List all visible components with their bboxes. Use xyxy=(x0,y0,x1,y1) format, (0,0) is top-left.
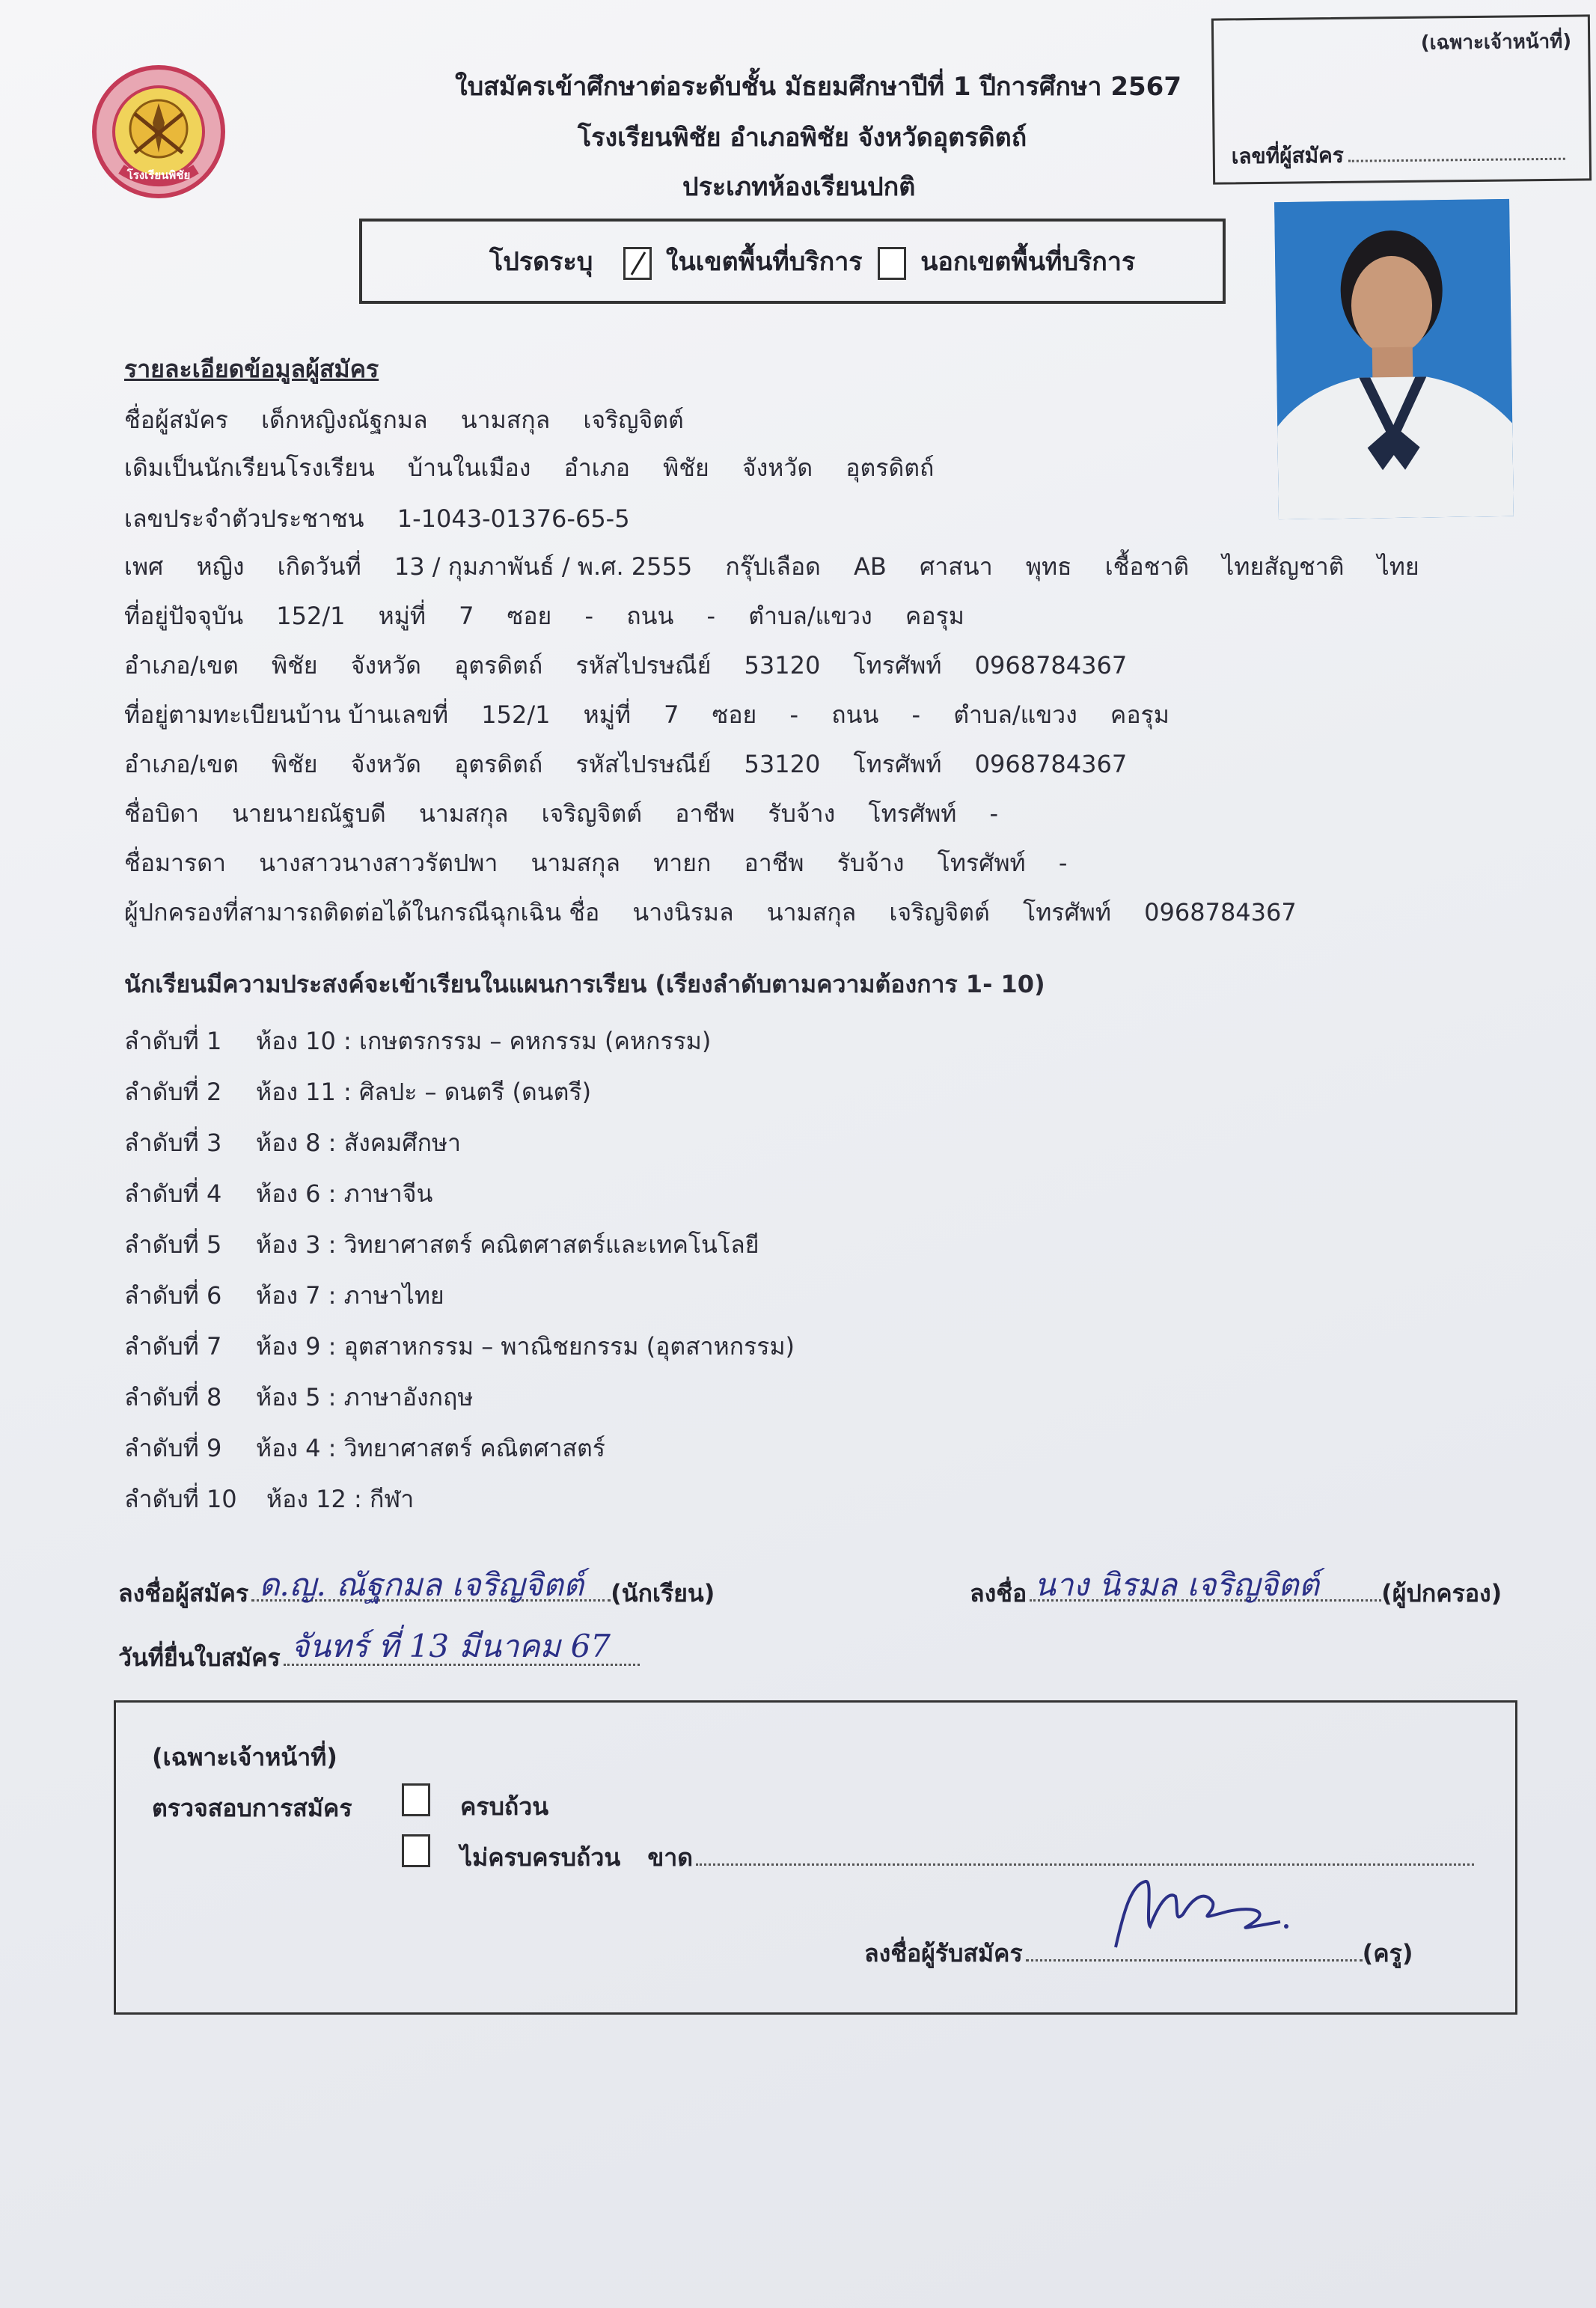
previous-school-label: เดิมเป็นนักเรียนโรงเรียน xyxy=(124,454,375,482)
road-label: ถนน xyxy=(831,700,879,729)
incomplete-checkbox[interactable] xyxy=(402,1834,430,1867)
mother-phone: - xyxy=(1058,849,1068,877)
district-label: อำเภอ xyxy=(563,454,630,482)
religion-label: ศาสนา xyxy=(920,552,993,581)
plan-rank: ลำดับที่ 3 xyxy=(124,1129,222,1157)
phone-label: โทรศัพท์ xyxy=(937,849,1026,877)
moo-label: หมู่ที่ xyxy=(378,602,426,630)
plan-item xyxy=(124,1379,820,1429)
religion: พุทธ xyxy=(1025,552,1072,581)
citizen-id-label: เลขประจำตัวประชาชน xyxy=(124,504,364,533)
ethnicity-nationality: ไทยสัญชาติ xyxy=(1222,552,1345,581)
subdistrict-label: ตำบล/แขวง xyxy=(748,602,872,630)
soi-label: ซอย xyxy=(507,602,552,630)
current-address-line xyxy=(124,597,990,635)
applicant-name-line xyxy=(124,401,709,439)
registered-address-line xyxy=(124,696,1195,734)
registered-moo: 7 xyxy=(664,700,679,729)
plan-rank: ลำดับที่ 5 xyxy=(124,1230,222,1259)
applicant-signature-line xyxy=(118,1566,715,1613)
plan-room: ห้อง 9 : อุตสาหกรรม – พาณิชยกรรม (อุตสาหกรรม) xyxy=(256,1332,795,1361)
plans-list xyxy=(124,1022,820,1531)
submission-date-line xyxy=(118,1628,640,1677)
plan-item xyxy=(124,1226,820,1277)
logo-caption: โรงเรียนพิชัย xyxy=(126,168,191,182)
ethnicity-label: เชื้อชาติ xyxy=(1104,552,1190,581)
plan-item xyxy=(124,1480,820,1531)
plan-item xyxy=(124,1328,820,1379)
plan-room: ห้อง 10 : เกษตรกรรม – คหกรรม (คหกรรม) xyxy=(256,1027,712,1055)
plan-room: ห้อง 3 : วิทยาศาสตร์ คณิตศาสตร์และเทคโนโลยี xyxy=(256,1230,759,1259)
plan-room: ห้อง 6 : ภาษาจีน xyxy=(256,1179,433,1208)
blood-group-label: กรุ๊ปเลือด xyxy=(725,552,821,581)
soi-label: ซอย xyxy=(712,700,757,729)
out-zone-label: นอกเขตพื้นที่บริการ xyxy=(920,247,1136,277)
plan-item xyxy=(124,1073,820,1124)
surname-label: นามสกุล xyxy=(531,849,620,877)
current-moo: 7 xyxy=(459,602,474,630)
current-road: - xyxy=(706,602,716,630)
missing-label: ขาด xyxy=(647,1843,694,1872)
dob-label: เกิดวันที่ xyxy=(277,552,361,581)
mother-line xyxy=(124,844,1092,882)
guardian-name: นางนิรมล xyxy=(632,898,734,926)
mother-surname: ทายก xyxy=(653,849,712,877)
school-name: โรงเรียนพิชัย อำเภอพิชัย จังหวัดอุตรดิตถ์ xyxy=(578,123,1027,153)
applicant-signature-label: ลงชื่อผู้สมัคร xyxy=(118,1579,249,1608)
registered-postcode: 53120 xyxy=(744,750,821,778)
plan-room: ห้อง 11 : ศิลปะ – ดนตรี (ดนตรี) xyxy=(256,1078,592,1106)
plan-rank: ลำดับที่ 4 xyxy=(124,1179,222,1208)
plan-rank: ลำดับที่ 1 xyxy=(124,1027,222,1055)
registered-soi: - xyxy=(789,700,799,729)
office-only-label: (เฉพาะเจ้าหน้าที่) xyxy=(1420,30,1572,55)
current-soi: - xyxy=(584,602,594,630)
surname-label: นามสกุล xyxy=(766,898,857,926)
citizen-id: 1-1043-01376-65-5 xyxy=(397,504,630,533)
plan-room: ห้อง 5 : ภาษาอังกฤษ xyxy=(256,1383,474,1411)
province-label: จังหวัด xyxy=(350,651,421,680)
mother-name: นางสาวนางสาวรัตปพา xyxy=(259,849,498,877)
school-logo xyxy=(91,64,226,199)
plan-rank: ลำดับที่ 8 xyxy=(124,1383,222,1411)
province-label: จังหวัด xyxy=(742,454,813,482)
plan-item xyxy=(124,1124,820,1175)
postcode-label: รหัสไปรษณีย์ xyxy=(575,750,712,778)
province-label: จังหวัด xyxy=(350,750,421,778)
applicant-signature-suffix: (นักเรียน) xyxy=(611,1579,715,1608)
applicant-name-label: ชื่อผู้สมัคร xyxy=(124,406,228,434)
current-district-line xyxy=(124,647,1152,685)
district-label: อำเภอ/เขต xyxy=(124,750,239,778)
moo-label: หมู่ที่ xyxy=(583,700,631,729)
blood-group: AB xyxy=(854,552,887,581)
plan-room: ห้อง 7 : ภาษาไทย xyxy=(256,1281,444,1310)
receiver-signature[interactable] xyxy=(1101,1869,1295,1952)
missing-field[interactable] xyxy=(696,1846,1474,1866)
previous-province: อุตรดิตถ์ xyxy=(846,454,935,482)
plan-room: ห้อง 4 : วิทยาศาสตร์ คณิตศาสตร์ xyxy=(256,1434,605,1462)
father-name: นายนายณัฐบดี xyxy=(232,799,386,828)
plan-room: ห้อง 12 : กีฬา xyxy=(266,1485,415,1513)
guardian-surname: เจริญจิตต์ xyxy=(889,898,990,926)
in-zone-checkbox[interactable] xyxy=(623,247,652,280)
zone-prompt: โปรดระบุ xyxy=(489,247,593,277)
father-line xyxy=(124,795,1024,833)
previous-school-line xyxy=(124,449,959,487)
current-subdistrict: คอรุม xyxy=(905,602,964,630)
guardian-signature[interactable]: นาง นิรมล เจริญจิตต์ xyxy=(1034,1566,1319,1603)
occupation-label: อาชีพ xyxy=(744,849,804,877)
current-address-label: ที่อยู่ปัจจุบัน xyxy=(124,602,244,630)
sex-label: เพศ xyxy=(124,552,164,581)
personal-info-line xyxy=(124,548,1445,586)
registered-district-line xyxy=(124,745,1152,784)
plan-rank: ลำดับที่ 7 xyxy=(124,1332,222,1361)
applicant-section-title: รายละเอียดข้อมูลผู้สมัคร xyxy=(124,355,379,383)
phone-label: โทรศัพท์ xyxy=(853,750,942,778)
father-label: ชื่อบิดา xyxy=(124,799,199,828)
guardian-line xyxy=(124,894,1322,932)
receiver-suffix: (ครู) xyxy=(1362,1939,1413,1967)
registered-province: อุตรดิตถ์ xyxy=(454,750,543,778)
previous-school: บ้านในเมือง xyxy=(407,454,531,482)
occupation-label: อาชีพ xyxy=(675,799,736,828)
submission-date-label: วันที่ยื่นใบสมัคร xyxy=(118,1643,281,1672)
form-title: ใบสมัครเข้าศึกษาต่อระดับชั้น มัธยมศึกษาปีที่ 1 ปีการศึกษา 2567 xyxy=(455,72,1181,102)
guardian-signature-line xyxy=(970,1566,1502,1613)
receiver-signature-label: ลงชื่อผู้รับสมัคร xyxy=(864,1939,1023,1967)
current-phone: 0968784367 xyxy=(974,651,1128,680)
plan-rank: ลำดับที่ 9 xyxy=(124,1434,222,1462)
plan-item xyxy=(124,1022,820,1073)
subdistrict-label: ตำบล/แขวง xyxy=(953,700,1077,729)
registered-district: พิชัย xyxy=(271,750,318,778)
guardian-signature-label: ลงชื่อ xyxy=(970,1579,1027,1608)
guardian-label: ผู้ปกครองที่สามารถติดต่อได้ในกรณีฉุกเฉิน ชื่อ xyxy=(124,898,600,926)
registered-address-label: ที่อยู่ตามทะเบียนบ้าน บ้านเลขที่ xyxy=(124,700,449,729)
father-surname: เจริญจิตต์ xyxy=(541,799,643,828)
previous-district: พิชัย xyxy=(663,454,709,482)
registered-house-no: 152/1 xyxy=(481,700,551,729)
submission-date[interactable]: จันทร์ ที่ 13 มีนาคม 67 xyxy=(290,1628,611,1664)
phone-label: โทรศัพท์ xyxy=(1023,898,1111,926)
plans-title: นักเรียนมีความประสงค์จะเข้าเรียนในแผนการเรียน (เรียงลำดับตามความต้องการ 1- 10) xyxy=(124,970,1045,998)
father-occupation: รับจ้าง xyxy=(768,799,836,828)
plan-item xyxy=(124,1175,820,1226)
plan-room: ห้อง 8 : สังคมศึกษา xyxy=(256,1129,461,1157)
registered-subdistrict: คอรุม xyxy=(1110,700,1170,729)
applicant-photo xyxy=(1274,199,1514,519)
road-label: ถนน xyxy=(626,602,674,630)
citizen-id-line xyxy=(124,500,655,538)
staff-box xyxy=(114,1700,1517,2015)
phone-label: โทรศัพท์ xyxy=(868,799,957,828)
plan-rank: ลำดับที่ 2 xyxy=(124,1078,222,1106)
mother-label: ชื่อมารดา xyxy=(124,849,226,877)
current-postcode: 53120 xyxy=(744,651,821,680)
applicant-signature[interactable]: ด.ญ. ณัฐกมล เจริญจิตต์ xyxy=(259,1566,584,1603)
surname-label: นามสกุล xyxy=(418,799,509,828)
postcode-label: รหัสไปรษณีย์ xyxy=(575,651,712,680)
dob: 13 / กุมภาพันธ์ / พ.ศ. 2555 xyxy=(394,552,693,581)
applicant-first-name: เด็กหญิงณัฐกมล xyxy=(261,406,428,434)
applicant-surname: เจริญจิตต์ xyxy=(583,406,684,434)
current-house-no: 152/1 xyxy=(276,602,346,630)
mother-occupation: รับจ้าง xyxy=(837,849,905,877)
current-province: อุตรดิตถ์ xyxy=(454,651,543,680)
applicant-no-field[interactable] xyxy=(1348,141,1565,162)
office-only-box xyxy=(1211,14,1592,184)
in-zone-label: ในเขตพื้นที่บริการ xyxy=(665,247,863,277)
current-district: พิชัย xyxy=(271,651,318,680)
district-label: อำเภอ/เขต xyxy=(124,651,239,680)
phone-label: โทรศัพท์ xyxy=(853,651,942,680)
out-zone-checkbox[interactable] xyxy=(878,247,906,280)
sex: หญิง xyxy=(196,552,245,581)
complete-checkbox[interactable] xyxy=(402,1783,430,1816)
guardian-phone: 0968784367 xyxy=(1144,898,1297,926)
room-type: ประเภทห้องเรียนปกติ xyxy=(682,172,916,202)
applicant-no-label: เลขที่ผู้สมัคร xyxy=(1231,142,1345,169)
nationality: ไทย xyxy=(1377,552,1419,581)
check-application-label: ตรวจสอบการสมัคร xyxy=(152,1794,352,1822)
plan-rank: ลำดับที่ 10 xyxy=(124,1485,237,1513)
registered-road: - xyxy=(911,700,921,729)
plan-item xyxy=(124,1429,820,1480)
surname-label: นามสกุล xyxy=(460,406,551,434)
complete-label: ครบถ้วน xyxy=(460,1792,549,1821)
incomplete-label: ไม่ครบครบถ้วน xyxy=(460,1843,621,1872)
plan-rank: ลำดับที่ 6 xyxy=(124,1281,222,1310)
zone-box xyxy=(359,219,1226,304)
plan-item xyxy=(124,1277,820,1328)
registered-phone: 0968784367 xyxy=(974,750,1128,778)
guardian-signature-suffix: (ผู้ปกครอง) xyxy=(1381,1579,1502,1608)
staff-only-label: (เฉพาะเจ้าหน้าที่) xyxy=(152,1743,337,1771)
father-phone: - xyxy=(989,799,999,828)
